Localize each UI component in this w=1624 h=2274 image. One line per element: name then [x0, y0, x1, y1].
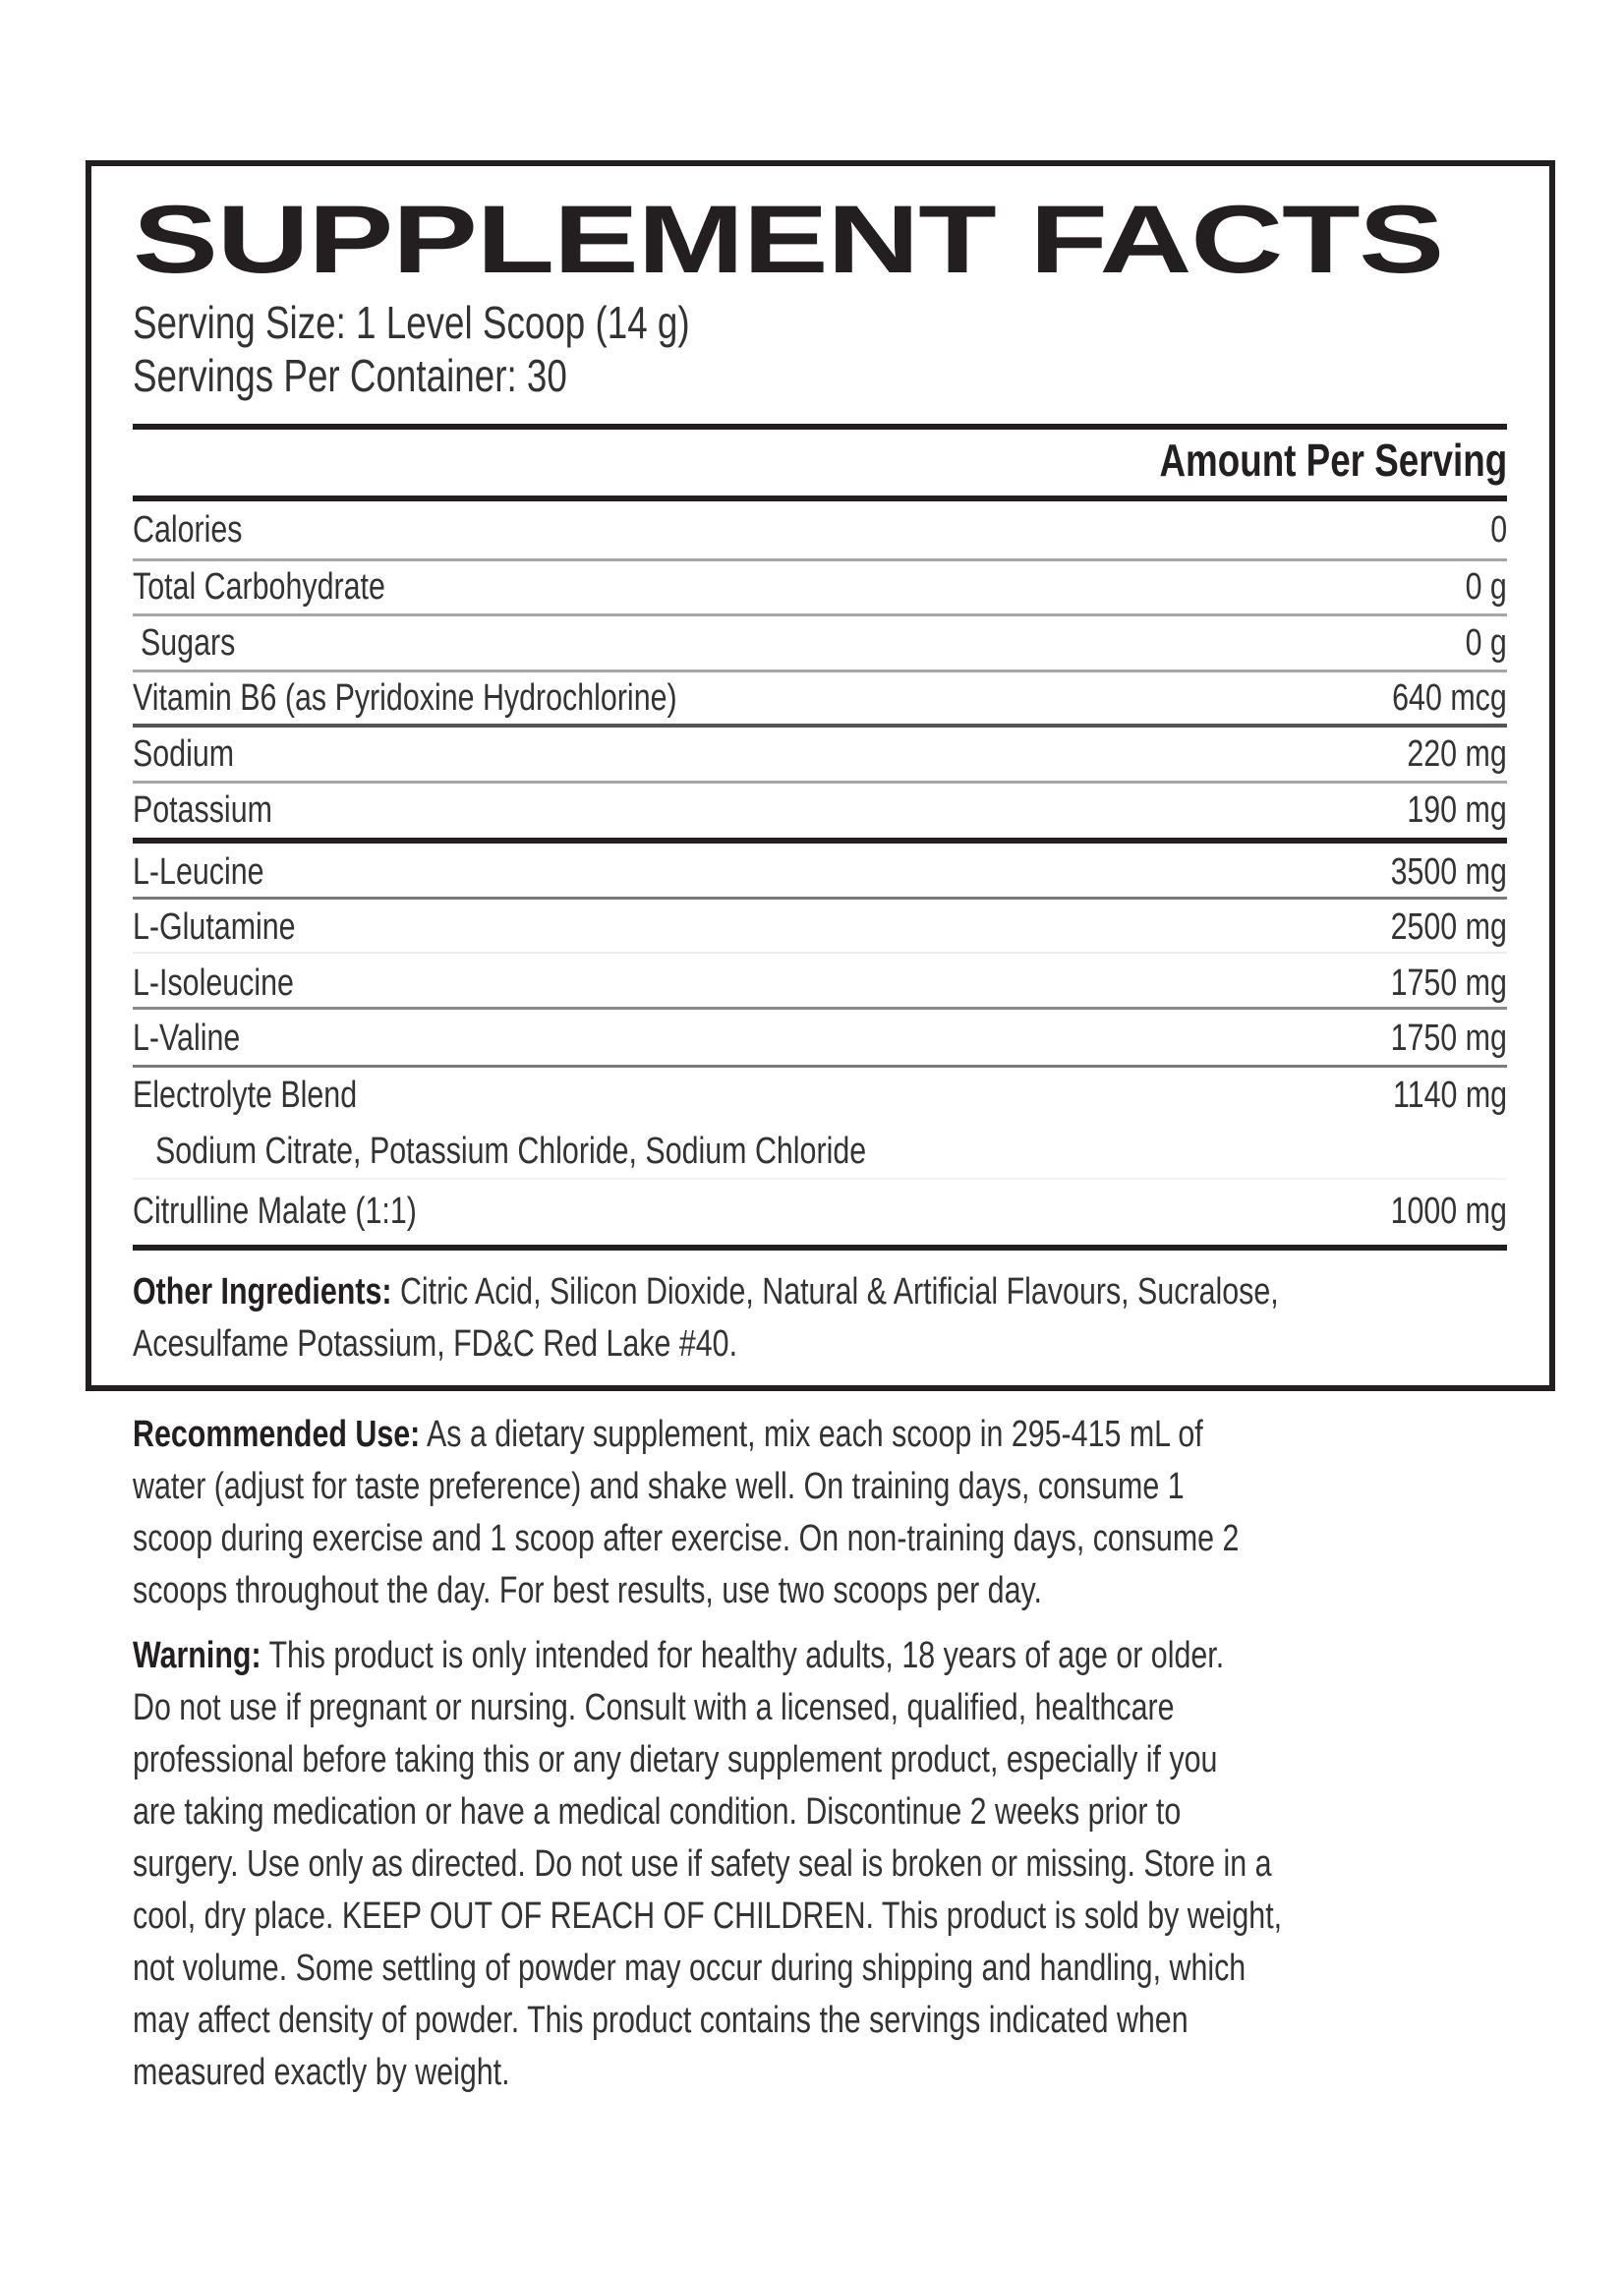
- row-name: Vitamin B6 (as Pyridoxine Hydrochlorine): [133, 677, 677, 719]
- row-name: Sodium: [133, 733, 235, 775]
- row-amount: 1000 mg: [1390, 1191, 1507, 1232]
- other-ingredients-text: Citric Acid, Silicon Dioxide, Natural & Artificial Flavours, Sucralose,: [391, 1271, 1279, 1312]
- row-name: L-Isoleucine: [133, 962, 294, 1004]
- row-name: Electrolyte Blend: [133, 1075, 358, 1116]
- warning: [133, 1630, 1569, 2099]
- other-ingredients-label: Other Ingredients:: [133, 1271, 392, 1312]
- row-name: Potassium: [133, 789, 272, 831]
- table-row: [133, 847, 1507, 897]
- other-ingredients-text: Acesulfame Potassium, FD&C Red Lake #40.: [133, 1323, 738, 1365]
- row-amount: 0 g: [1465, 622, 1507, 664]
- row-amount: 2500 mg: [1390, 906, 1507, 948]
- divider-faint: [133, 952, 1507, 954]
- row-name: L-Valine: [133, 1018, 241, 1059]
- warning-text: Do not use if pregnant or nursing. Consult with a licensed, qualified, healthcare: [133, 1687, 1175, 1728]
- warning-text: surgery. Use only as directed. Do not use if safety seal is broken or missing. Store in a: [133, 1843, 1272, 1885]
- row-amount: 0: [1490, 509, 1507, 551]
- recommended-use: [133, 1409, 1516, 1617]
- blend-components-text: Sodium Citrate, Potassium Chloride, Sodium Chloride: [155, 1131, 867, 1172]
- warning-text: cool, dry place. KEEP OUT OF REACH OF CHILDREN. This product is sold by weight,: [133, 1895, 1283, 1937]
- row-name: L-Leucine: [133, 851, 264, 893]
- warning-text: measured exactly by weight.: [133, 2052, 510, 2093]
- divider-thick: [133, 1245, 1507, 1251]
- table-row: [133, 505, 1507, 554]
- table-row: [133, 786, 1507, 835]
- recommended-use-label: Recommended Use:: [133, 1414, 421, 1455]
- servings-per-container: [133, 350, 675, 401]
- table-row: [133, 903, 1507, 952]
- warning-text: professional before taking this or any dietary supplement product, especially if you: [133, 1739, 1218, 1780]
- panel-title: [133, 185, 1507, 293]
- row-name: Calories: [133, 509, 243, 551]
- recommended-use-text: scoops throughout the day. For best results, use two scoops per day.: [133, 1570, 1042, 1611]
- warning-text: are taking medication or have a medical condition. Discontinue 2 weeks prior to: [133, 1791, 1182, 1833]
- divider-thin: [133, 613, 1507, 616]
- row-name: Sugars: [141, 622, 236, 664]
- table-row: [133, 1014, 1507, 1063]
- divider-mid: [133, 724, 1507, 728]
- recommended-use-text: As a dietary supplement, mix each scoop in 295-415 mL of: [420, 1414, 1203, 1455]
- divider-thick: [133, 424, 1507, 430]
- divider-thin: [133, 781, 1507, 784]
- table-row: [133, 562, 1507, 612]
- divider-thick: [133, 496, 1507, 501]
- table-row: [133, 1187, 1507, 1236]
- divider-thin: [133, 1007, 1507, 1010]
- serving-size: [133, 297, 829, 348]
- divider-thin: [133, 897, 1507, 900]
- table-row: [133, 1071, 1507, 1120]
- row-amount: 0 g: [1465, 566, 1507, 608]
- divider-thin: [133, 558, 1507, 561]
- blend-components: [155, 1127, 1044, 1176]
- recommended-use-text: water (adjust for taste preference) and shake well. On training days, consume 1: [133, 1466, 1185, 1507]
- divider-thick: [133, 838, 1507, 844]
- row-amount: 190 mg: [1407, 789, 1507, 831]
- row-amount: 1750 mg: [1390, 1018, 1507, 1059]
- title-text: SUPPLEMENT FACTS: [133, 185, 1443, 293]
- row-amount: 640 mcg: [1392, 677, 1507, 719]
- amount-header-text: Amount Per Serving: [1159, 435, 1507, 486]
- row-name: Total Carbohydrate: [133, 566, 385, 608]
- table-row: [133, 673, 1507, 723]
- servings-per-container-text: Servings Per Container: 30: [133, 350, 567, 401]
- row-amount: 3500 mg: [1390, 851, 1507, 893]
- warning-text: may affect density of powder. This product contains the servings indicated when: [133, 2000, 1189, 2041]
- serving-size-text: Serving Size: 1 Level Scoop (14 g): [133, 297, 690, 348]
- warning-label: Warning:: [133, 1635, 261, 1676]
- divider-thin: [133, 1065, 1507, 1068]
- row-name: Citrulline Malate (1:1): [133, 1191, 417, 1232]
- warning-text: This product is only intended for healthy adults, 18 years of age or older.: [261, 1635, 1225, 1676]
- divider-faint: [133, 1178, 1507, 1180]
- other-ingredients: [133, 1266, 1565, 1370]
- table-row: [133, 729, 1507, 779]
- table-row: [133, 959, 1507, 1008]
- divider-thin: [133, 670, 1507, 672]
- recommended-use-text: scoop during exercise and 1 scoop after exercise. On non-training days, consume 2: [133, 1518, 1240, 1559]
- amount-per-serving-header: [1073, 431, 1507, 490]
- row-name: L-Glutamine: [133, 906, 296, 948]
- row-amount: 1140 mg: [1392, 1075, 1507, 1116]
- table-row: [133, 618, 1507, 668]
- row-amount: 1750 mg: [1390, 962, 1507, 1004]
- warning-text: not volume. Some settling of powder may occur during shipping and handling, which: [133, 1948, 1247, 1989]
- row-amount: 220 mg: [1407, 733, 1507, 775]
